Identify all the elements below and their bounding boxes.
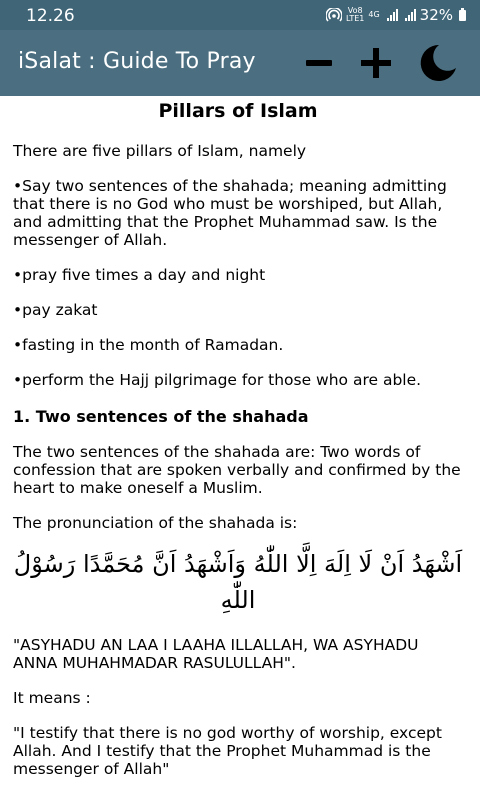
status-time: 12.26 <box>26 6 75 26</box>
battery-icon <box>459 10 466 21</box>
status-icons <box>326 6 466 24</box>
pronunciation-label: The pronunciation of the shahada is: <box>13 514 298 532</box>
lte-label: LTE1 <box>345 14 365 23</box>
transliteration-text: "ASYHADU AN LAA I LAAHA ILLALLAH, WA ASYHADU ANNA MUHAHMADAR RASULULLAH". <box>13 636 419 672</box>
intro-text: There are five pillars of Islam, namely <box>13 142 307 160</box>
pillar-item: •pray five times a day and night <box>13 266 266 284</box>
network-type: 4G <box>368 10 380 19</box>
signal-icon-sim2 <box>405 9 416 21</box>
article-content <box>13 96 463 778</box>
meaning-text: "I testify that there is no god worthy of worship, except Allah. And I testify that the Prophet Muhammad is the messenger of Allah" <box>13 724 442 778</box>
app-bar <box>0 30 480 96</box>
section-text: The two sentences of the shahada are: Two words of confession that are spoken verbally and confirmed by the heart to make oneself a Muslim. <box>13 443 461 497</box>
night-mode-button[interactable] <box>416 42 456 82</box>
increase-font-button[interactable] <box>358 42 398 82</box>
arabic-shahada: اَشْهَدُ اَنْ لَا اِلَهَ اِلَّا اللّٰهُ وَاَشْهَدُ اَنَّ مُحَمَّدًا رَسُوْلُ اللّٰهِ <box>13 550 463 614</box>
meaning-label: It means : <box>13 689 91 707</box>
moon-icon <box>416 42 458 84</box>
signal-icon <box>387 9 398 21</box>
battery-level: 32% <box>419 6 453 24</box>
decrease-font-button[interactable] <box>302 42 342 82</box>
pillar-item: •perform the Hajj pilgrimage for those who are able. <box>13 371 422 389</box>
hotspot-icon <box>326 8 342 22</box>
app-title: iSalat : Guide To Pray <box>18 49 256 74</box>
volte-label: Vo8 <box>347 6 363 15</box>
pillar-item: •pay zakat <box>13 301 98 319</box>
pillar-item: •Say two sentences of the shahada; meaning admitting that there is no God who must be worshiped, but Allah, and admitting that the Prophet Muhammad saw. Is the messenger of Allah. <box>13 177 447 249</box>
status-bar <box>0 0 480 30</box>
volte-icon <box>346 7 364 23</box>
page-title: Pillars of Islam <box>158 100 318 122</box>
pillar-item: •fasting in the month of Ramadan. <box>13 336 284 354</box>
section-heading: 1. Two sentences of the shahada <box>13 407 309 426</box>
